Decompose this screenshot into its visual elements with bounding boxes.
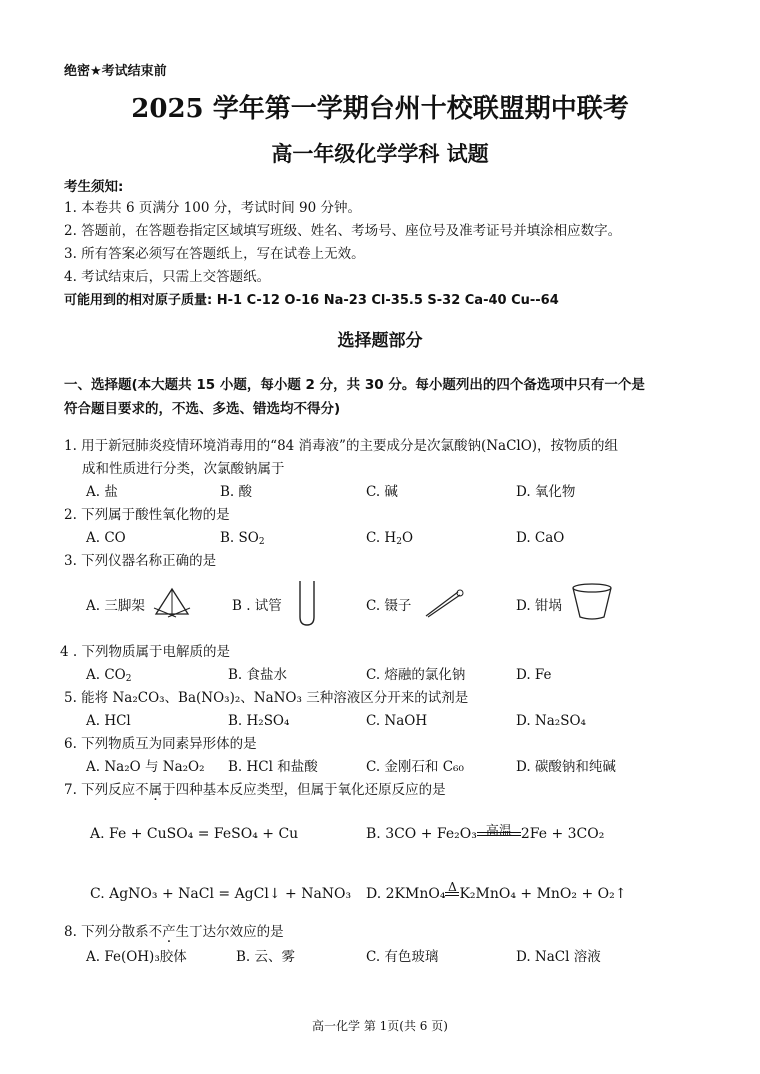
q7-option-d: D. 2KMnO₄ Δ K₂MnO₄ + MnO₂ + O₂↑: [366, 880, 627, 902]
q5-option-b: B. H₂SO₄: [228, 713, 290, 729]
q1-option-a: A. 盐: [86, 484, 118, 500]
crucible-icon: [570, 581, 614, 623]
exam-title: 2025 学年第一学期台州十校联盟期中联考: [131, 94, 629, 124]
q2-option-d: D. CaO: [516, 530, 565, 546]
secret-label: 绝密★考试结束前: [64, 64, 167, 79]
q7-option-c: C. AgNO₃ + NaCl = AgCl↓ + NaNO₃: [90, 886, 352, 902]
question-6-stem: 6. 下列物质互为同素异形体的是: [64, 736, 257, 752]
notice-item: 1. 本卷共 6 页满分 100 分，考试时间 90 分钟。: [64, 200, 361, 216]
notice-item: 4. 考试结束后，只需上交答题纸。: [64, 269, 271, 285]
reaction-condition: Δ: [448, 880, 457, 894]
question-1-stem: 1. 用于新冠肺炎疫情环境消毒用的“84 消毒液”的主要成分是次氯酸钠(NaClO)，按物质的组: [64, 438, 619, 454]
notice-heading: 考生须知:: [64, 179, 124, 195]
q7-option-a: A. Fe + CuSO₄ = FeSO₄ + Cu: [90, 826, 299, 842]
emphasis-text: 不属于: [135, 782, 176, 798]
q1-option-d: D. 氧化物: [516, 484, 576, 500]
section-title: 选择题部分: [337, 331, 423, 351]
q4-option-c: C. 熔融的氯化钠: [366, 667, 466, 683]
question-7-stem: 7. 下列反应不属于四种基本反应类型，但属于氧化还原反应的是: [64, 782, 446, 798]
q8-option-c: C. 有色玻璃: [366, 949, 439, 965]
question-3-stem: 3. 下列仪器名称正确的是: [64, 553, 217, 569]
question-8-stem: 8. 下列分散系不产生丁达尔效应的是: [64, 924, 284, 940]
notice-item: 2. 答题前，在答题卷指定区域填写班级、姓名、考场号、座位号及准考证号并填涂相应数字。: [64, 223, 622, 239]
emphasis-text: 不产生: [148, 924, 190, 940]
q6-option-d: D. 碳酸钠和纯碱: [516, 759, 616, 775]
q4-option-d: D. Fe: [516, 667, 552, 683]
question-5-stem: 5. 能将 Na₂CO₃、Ba(NO₃)₂、NaNO₃ 三种溶液区分开来的试剂是: [64, 690, 469, 706]
q4-option-a: A. $CO_2$: [86, 667, 132, 684]
atomic-masses: 可能用到的相对原子质量: H-1 C-12 O-16 Na-23 Cl-35.5 S-32 Ca-40 Cu--64: [64, 293, 559, 308]
q4-option-b: B. 食盐水: [228, 667, 288, 683]
q3-option-b: B . 试管: [232, 598, 282, 614]
page-footer: 高一化学 第 1页(共 6 页): [312, 1019, 448, 1033]
q6-option-c: C. 金刚石和 C₆₀: [366, 759, 464, 775]
q3-option-a: A. 三脚架: [86, 598, 145, 614]
q5-option-a: A. HCl: [86, 713, 131, 729]
section-instruction: 符合题目要求的，不选、多选、错选均不得分): [64, 401, 341, 417]
q3-option-c: C. 镊子: [366, 598, 412, 614]
q8-option-d: D. NaCl 溶液: [516, 949, 601, 965]
question-1-stem: 成和性质进行分类，次氯酸钠属于: [82, 461, 285, 477]
q8-option-b: B. 云、雾: [236, 949, 296, 965]
q7-option-b: B. 3CO + Fe₂O₃ 高温 2Fe + 3CO₂: [366, 826, 604, 842]
reaction-condition: 高温: [485, 824, 512, 839]
q8-option-a: A. Fe(OH)₃胶体: [86, 949, 187, 965]
q6-option-b: B. HCl 和盐酸: [228, 759, 318, 775]
exam-subtitle: 高一年级化学学科 试题: [271, 141, 489, 166]
q2-option-c: C. $H_2O$: [366, 530, 414, 547]
q5-option-d: D. Na₂SO₄: [516, 713, 586, 729]
notice-item: 3. 所有答案必须写在答题纸上，写在试卷上无效。: [64, 246, 365, 262]
q3-option-d: D. 钳埚: [516, 598, 562, 614]
question-4-stem: 4 . 下列物质属于电解质的是: [60, 644, 230, 660]
q6-option-a: A. Na₂O 与 Na₂O₂: [86, 759, 205, 775]
tripod-icon: [152, 586, 192, 620]
q2-option-b: B. $SO_2$: [220, 530, 265, 547]
question-2-stem: 2. 下列属于酸性氧化物的是: [64, 507, 230, 523]
section-instruction: 一、选择题(本大题共 15 小题，每小题 2 分，共 30 分。每小题列出的四个备选项中只有一个是: [64, 377, 645, 393]
q1-option-c: C. 碱: [366, 484, 398, 500]
test-tube-icon: [296, 579, 318, 627]
q2-option-a: A. CO: [86, 530, 126, 546]
tweezers-icon: [422, 587, 466, 619]
q1-option-b: B. 酸: [220, 484, 253, 500]
q5-option-c: C. NaOH: [366, 713, 428, 729]
